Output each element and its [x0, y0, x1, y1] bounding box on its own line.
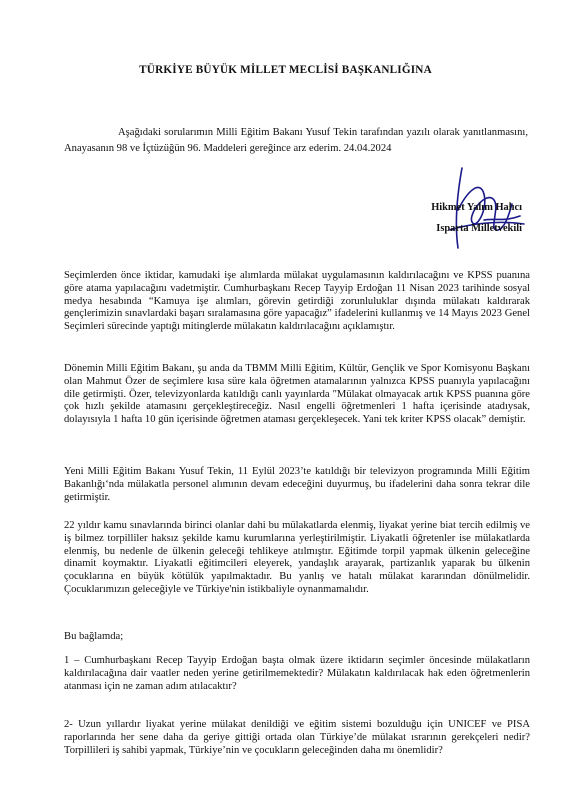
question-2: 2- Uzun yıllardır liyakat yerine mülakat denildiği ve eğitim sistemi bozulduğu için UNICEF ve PISA raporlarında her sene daha da geriye gittiği ortada olan Türkiye’de mülakat ısrarının gerekçeleri nedir? Torpillileri iş sahibi yapmak, Türkiye’nin ve çocukların geleceğinden daha mı önemlidir? [64, 719, 530, 756]
body-paragraph: Dönemin Milli Eğitim Bakanı, şu anda da TBMM Milli Eğitim, Kültür, Gençlik ve Spor Komisyonu Başkanı olan Mahmut Özer de seçimlere kısa süre kala öğretmen atamalarının yalnızca KPSS puanıyla yapılacağını dile getirmişti. Özer, televizyonlarda katıldığı canlı yayınlarda "Mülakat olmayacak artık KPSS puanına göre çok hızlı şekilde atamasını gerçekleştireceğiz. Nasıl engelli öğretmenleri 1 hafta içerisinde atadıysak, dolayısıyla 1 hafta 10 gün içerisinde öğretmen ataması gerçekleşecek. Yani tek kriter KPSS olacak” demiştir. [64, 363, 530, 426]
signature-block [400, 196, 530, 266]
body-paragraph: 22 yıldır kamu sınavlarında birinci olanlar dahi bu mülakatlarda elenmiş, liyakat yerine biat tercih edilmiş ve iş bilmez torpilliler haksız şekilde kamu kurumlarına yerleştirilmiştir. Liyakatli öğretenler ise mülakatlarda elenmiş, bu nedenle de ülkenin geleceği tehlikeye atılmıştır. Eğitimde torpil yapmak ülkenin geleceğine dinamit koymaktır. Liyakatli eğitimcileri eleyerek, yandaşlık arayarak, partizanlık yaparak bu ülkenin çocuklarına en büyük kötülük yapılmaktadır. Bu yanlış ve hatalı mülakat kararından dönülmelidir. Çocuklarımızın geleceğiyle ve Türkiye'nin istikbaliyle oynanmamalıdır. [64, 520, 530, 595]
body-paragraph: Yeni Milli Eğitim Bakanı Yusuf Tekin, 11 Eylül 2023’te katıldığı bir televizyon programında Milli Eğitim Bakanlığı‘nda mülakatla personel alımının devam edeceğini duyurmuş, bu ifadelerini daha sonra tekrar dile getirmiştir. [64, 466, 530, 503]
signatory-name: Hikmet Yalım Halıcı [431, 202, 522, 213]
signatory-title: Isparta Milletvekili [436, 223, 522, 234]
question-1: 1 – Cumhurbaşkanı Recep Tayyip Erdoğan başta olmak üzere iktidarın seçimler öncesinde mülakatların kaldırılacağına dair vaatler neden yerine getirilmemektedir? Mülakatın kaldırılacak hak eden öğretmenlerin atanması için ne zaman adım atılacaktır? [64, 655, 530, 692]
body-paragraph: Seçimlerden önce iktidar, kamudaki işe alımlarda mülakat uygulamasının kaldırılacağını ve KPSS puanına göre atama yapılacağını vadetmiştir. Cumhurbaşkanı Recep Tayyip Erdoğan 11 Nisan 2023 tarihinde sosyal medya hesabında “Kamuya işe alımları, görevin getirdiği zorunluluklar dışında mülakatı kaldırarak gençlerimizin sınavlardaki başarı sıralamasına göre yapacağız” ifadelerini kullanmış ve 14 Mayıs 2023 Genel Seçimleri sürecinde yaptığı mitinglerde mülakatın kaldırılacağını açıklamıştır. [64, 270, 530, 333]
intro-paragraph: Aşağıdaki sorularımın Milli Eğitim Bakanı Yusuf Tekin tarafından yazılı olarak yanıtlanmasını, Anayasanın 98 ve İçtüzüğün 96. Maddeleri gereğince arz ederim. 24.04.2024 [64, 127, 528, 154]
context-lead: Bu bağlamda; [64, 631, 124, 642]
document-title: TÜRKİYE BÜYÜK MİLLET MECLİSİ BAŞKANLIĞINA [139, 64, 432, 76]
